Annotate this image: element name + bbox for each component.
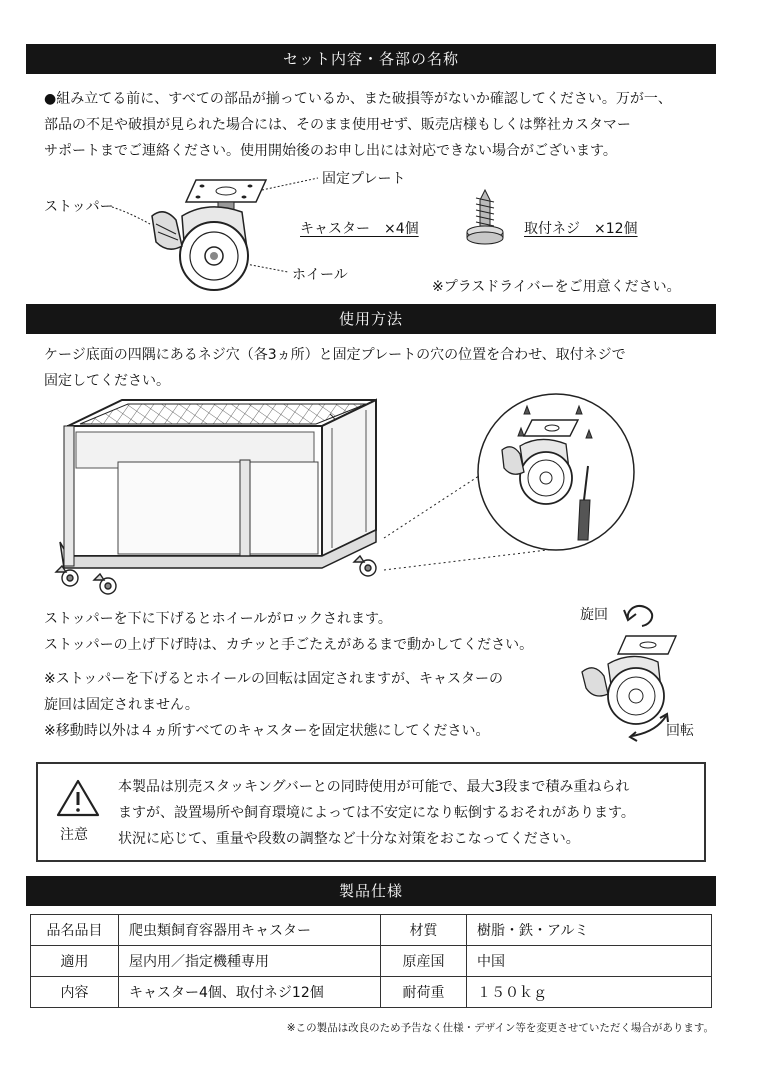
spec-key: 耐荷重 (381, 977, 467, 1008)
zoom-detail (476, 392, 636, 552)
spec-value: 樹脂・鉄・アルミ (467, 915, 712, 946)
swivel-arrow-icon (624, 606, 652, 626)
spec-footnote: ※この製品は改良のため予告なく仕様・デザイン等を変更させていただく場合があります。 (286, 1022, 714, 1034)
lock-line-2: ストッパーの上げ下げ時は、カチッと手ごたえがあるまで動かしてください。 (44, 637, 534, 653)
label-rotation: 回転 (666, 723, 694, 739)
spec-key: 品名品目 (31, 915, 119, 946)
warning-caption: 注意 (60, 827, 88, 843)
spec-value: キャスター4個、取付ネジ12個 (119, 977, 381, 1008)
section-heading-parts: セット内容・各部の名称 (26, 44, 716, 74)
usage-intro-line-2: 固定してください。 (44, 373, 170, 389)
spec-value: 屋内用／指定機種専用 (119, 946, 381, 977)
spec-key: 適用 (31, 946, 119, 977)
warning-line-3: 状況に応じて、重量や段数の調整など十分な対策をおこなってください。 (118, 831, 580, 847)
spec-key: 内容 (31, 977, 119, 1008)
parts-intro-line-1: ●組み立てる前に、すべての部品が揃っているか、また破損等がないか確認してください。万が一、 (44, 91, 672, 107)
lock-line-1: ストッパーを下に下げるとホイールがロックされます。 (44, 611, 392, 627)
label-stopper: ストッパー (44, 199, 114, 215)
section-heading-usage: 使用方法 (26, 304, 716, 334)
label-plate: 固定プレート (322, 171, 406, 187)
label-wheel: ホイール (292, 267, 348, 283)
label-screw-count: 取付ネジ ×12個 (524, 221, 638, 237)
driver-note: ※プラスドライバーをご用意ください。 (432, 279, 681, 295)
parts-intro-line-2: 部品の不足や破損が見られた場合には、そのまま使用せず、販売店様もしくは弊社カスタマー (44, 117, 631, 133)
table-row (31, 946, 712, 977)
usage-note-3: ※移動時以外は４ヵ所すべてのキャスターを固定状態にしてください。 (44, 723, 490, 739)
spec-key: 材質 (381, 915, 467, 946)
spec-value: 爬虫類飼育容器用キャスター (119, 915, 381, 946)
warning-line-2: ますが、設置場所や飼育環境によっては不安定になり転倒するおそれがあります。 (118, 805, 635, 821)
warning-box (36, 762, 706, 862)
spec-table (30, 914, 712, 1008)
usage-note-1: ※ストッパーを下げるとホイールの回転は固定されますが、キャスターの (44, 671, 504, 687)
label-swivel: 旋回 (580, 607, 608, 623)
spec-value: １５０ｋｇ (467, 977, 712, 1008)
usage-note-2: 旋回は固定されません。 (44, 697, 199, 713)
table-row (31, 977, 712, 1008)
warning-triangle-icon (56, 778, 100, 818)
swivel-caster-illustration (570, 600, 700, 750)
warning-line-1: 本製品は別売スタッキングバーとの同時使用が可能で、最大3段まで積み重ねられ (118, 779, 630, 795)
parts-intro-line-3: サポートまでご連絡ください。使用開始後のお申し出には対応できない場合がございます。 (44, 143, 617, 159)
spec-value: 中国 (467, 946, 712, 977)
spec-key: 原産国 (381, 946, 467, 977)
label-caster-count: キャスター ×4個 (300, 221, 419, 237)
usage-intro-line-1: ケージ底面の四隅にあるネジ穴（各3ヵ所）と固定プレートの穴の位置を合わせ、取付ネジで (44, 347, 626, 363)
table-row (31, 915, 712, 946)
section-heading-spec: 製品仕様 (26, 876, 716, 906)
